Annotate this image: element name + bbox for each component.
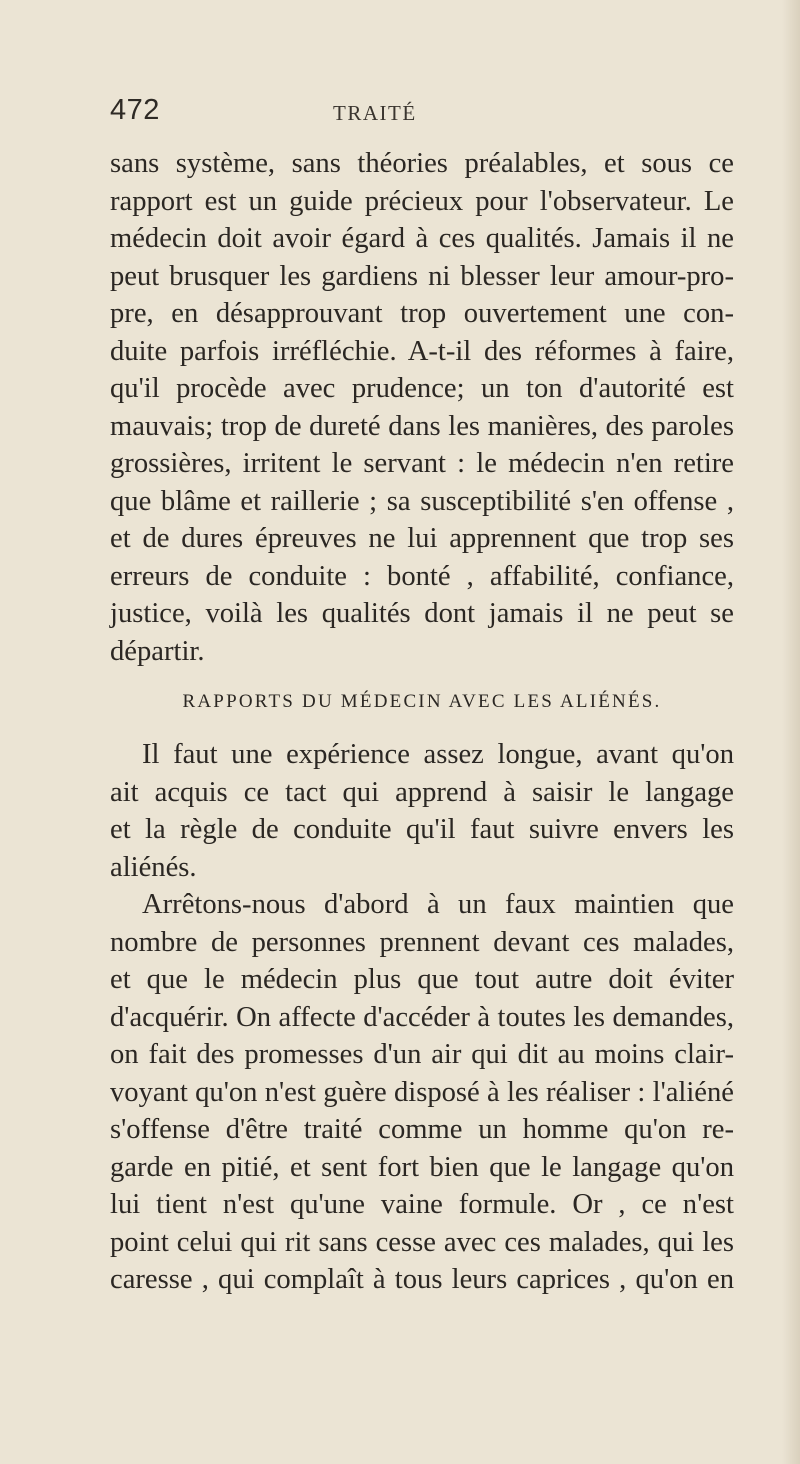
section-heading: RAPPORTS DU MÉDECIN AVEC LES ALIÉNÉS. — [182, 691, 662, 712]
text-line: et de dures épreuves ne lui apprennent que trop ses — [110, 523, 734, 554]
text-line: s'offense d'être traité comme un homme qu'on re- — [110, 1114, 734, 1145]
page-header — [110, 94, 720, 134]
text-line: et la règle de conduite qu'il faut suivre envers les — [110, 814, 734, 845]
page-number: 472 — [110, 94, 160, 126]
text-line: justice, voilà les qualités dont jamais il ne peut se — [110, 598, 734, 629]
text-line: pre, en désapprouvant trop ouvertement une con- — [110, 298, 734, 329]
text-line: Il faut une expérience assez longue, avant qu'on — [142, 739, 734, 770]
text-line: départir. — [110, 635, 205, 667]
text-line: lui tient n'est qu'une vaine formule. Or , ce n'est — [110, 1189, 734, 1220]
page-edge-shadow — [782, 0, 800, 1464]
text-line: erreurs de conduite : bonté , affabilité, confiance, — [110, 560, 734, 592]
text-line: qu'il procède avec prudence; un ton d'autorité est — [110, 373, 734, 404]
text-line: on fait des promesses d'un air qui dit au moins clair- — [110, 1039, 734, 1070]
text-line: point celui qui rit sans cesse avec ces malades, qui les — [110, 1226, 734, 1258]
text-line: voyant qu'on n'est guère disposé à les réaliser : l'aliéné — [110, 1076, 734, 1108]
paragraph — [110, 886, 734, 1299]
text-line: médecin doit avoir égard à ces qualités. Jamais il ne — [110, 223, 734, 254]
running-title: TRAITÉ — [333, 101, 417, 125]
text-line: duite parfois irréfléchie. A-t-il des réformes à faire, — [110, 335, 734, 367]
text-line: ait acquis ce tact qui apprend à saisir le langage — [110, 776, 734, 808]
text-line: aliénés. — [110, 851, 197, 883]
text-line: Arrêtons-nous d'abord à un faux maintien que — [142, 889, 734, 920]
paragraph — [110, 736, 734, 886]
text-line: mauvais; trop de dureté dans les manières, des paroles — [110, 410, 734, 442]
text-line: et que le médecin plus que tout autre doit éviter — [110, 964, 734, 995]
text-line: grossières, irritent le servant : le médecin n'en retire — [110, 448, 734, 479]
text-line: garde en pitié, et sent fort bien que le langage qu'on — [110, 1151, 734, 1183]
text-line: nombre de personnes prennent devant ces malades, — [110, 926, 734, 958]
text-line: que blâme et raillerie ; sa susceptibilité s'en offense , — [110, 485, 734, 517]
text-line: caresse , qui complaît à tous leurs caprices , qu'on en — [110, 1264, 734, 1295]
text-line: peut brusquer les gardiens ni blesser leur amour-pro- — [110, 260, 734, 292]
text-line: sans système, sans théories préalables, et sous ce — [110, 148, 734, 179]
page-body — [110, 145, 734, 1299]
text-line: rapport est un guide précieux pour l'observateur. Le — [110, 185, 734, 217]
paragraph-continued — [110, 145, 734, 670]
text-line: d'acquérir. On affecte d'accéder à toutes les demandes, — [110, 1001, 734, 1033]
